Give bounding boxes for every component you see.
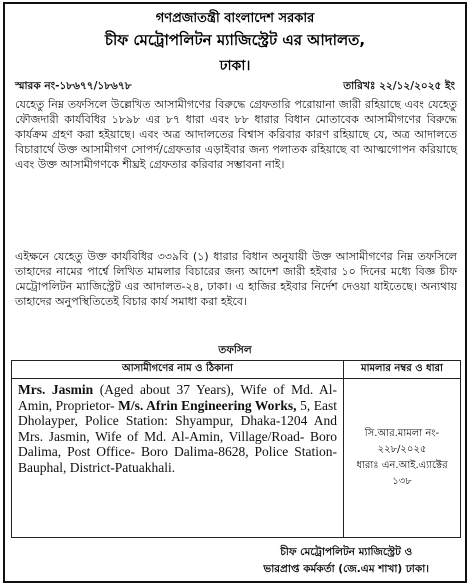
court-name-heading: চীফ মেট্রোপলিটন ম্যাজিস্ট্রেট এর আদালত, bbox=[104, 31, 366, 49]
court-location-heading: ঢাকা। bbox=[219, 58, 251, 74]
signature-block bbox=[263, 544, 429, 578]
notice-date: তারিখঃ ২২/১২/২০২৫ ইং bbox=[343, 80, 455, 92]
case-line-1: সি.আর.মামলা নং- bbox=[364, 428, 440, 439]
signature-line-2: ভারপ্রাপ্ত কর্মকর্তা (জে.এম শাখা) ঢাকা। bbox=[263, 563, 429, 575]
accused-name: Mrs. Jasmin bbox=[18, 382, 94, 397]
reference-line bbox=[15, 79, 455, 96]
accused-text-a: (Aged about 37 Years), Wife of Md. Al-Amin, Proprietor- bbox=[18, 382, 337, 413]
accused-column-header: আসামীগণের নাম ও ঠিকানা bbox=[12, 361, 344, 379]
case-line-2: ২২৮/২০২৫ bbox=[377, 444, 427, 455]
court-notice bbox=[3, 2, 467, 583]
case-line-3: ধারাঃ এন.আই.এ্যাক্টের bbox=[356, 460, 448, 471]
case-line-4: ১৩৮ bbox=[392, 476, 412, 487]
government-heading: গণপ্রজাতন্ত্রী বাংলাদেশ সরকার bbox=[155, 11, 315, 26]
case-column-header: মামলার নম্বর ও ধারা bbox=[344, 361, 461, 379]
signature-line-1: চীফ মেট্রোপলিটন ম্যাজিস্ট্রেট ও bbox=[280, 546, 413, 558]
accused-details bbox=[12, 379, 344, 538]
body-paragraph-1: যেহেতু নিম্ন তফসিলে উল্লেখিত আসামীগণের বিরুদ্ধে গ্রেফতারি পরোয়ানা জারী রহিয়াছে এবং যেহেতু ফৌজদারী কার্যবিধির ১৮৯৮ এর ৮৭ ধারা এবং ৮৮ ধারার বিধান মোতাবেক আসামীগণের বিরুদ্ধে কার্যক্রম গ্রহণ করা হইয়াছে। এবং অত্র আদালতের বিশ্বাস করিবার কারণ রহিয়াছে যে, অত্র আদালতে বিচারার্থে উক্ত আসামীগণ সোপর্দ/গ্রেফতার এড়াইবার জন্য পলাতক রহিয়াছে বা আত্মগোপন করিয়াছে এবং উক্ত আসামীগণকে শীঘ্রই গ্রেফতার করিবার সম্ভাবনা নাই। bbox=[15, 98, 457, 171]
case-details bbox=[344, 379, 461, 538]
schedule-table bbox=[11, 360, 461, 538]
company-name: M/s. Afrin Engineering Works, bbox=[118, 397, 297, 413]
body-paragraph-2: এইক্ষনে যেহেতু উক্ত কার্যবিধির ৩৩৯বি (১) ধারার বিধান অনুযায়ী উক্ত আসামীগণের নিম্ন তফসিলে তাহাদের নামের পার্শ্বে লিখিত মামলার বিচারের জন্য আদেশ জারী হইবার ১০ দিনের মধ্যে বিজ্ঞ চীফ মেট্রোপলিটন ম্যাজিস্ট্রেট এর আদালত-২৪, ঢাকা। এ হাজির হইবার নির্দেশ দেওয়া যাইতেছে। অন্যথায় তাহাদের অনুপস্থিতিতেই বিচার কার্য সমাধা করা হইবে। bbox=[15, 250, 457, 308]
accused-text-b: 5, East Dholayper, Police Station: Shyampur, Dhaka-1204 And Mrs. Jasmin, Wife of Md. Al-Amin, Village/Road- Boro Dalima, Post Office- Boro Dalima-8628, Police Station- Bauphal, District-Patuakhali. bbox=[18, 397, 337, 475]
schedule-header-row bbox=[12, 361, 461, 379]
schedule-caption: তফসিল bbox=[218, 344, 252, 356]
memo-number: স্মারক নং-১৮৬৭৭/১৮৬৭৮ bbox=[15, 80, 132, 92]
schedule-row bbox=[12, 379, 461, 538]
